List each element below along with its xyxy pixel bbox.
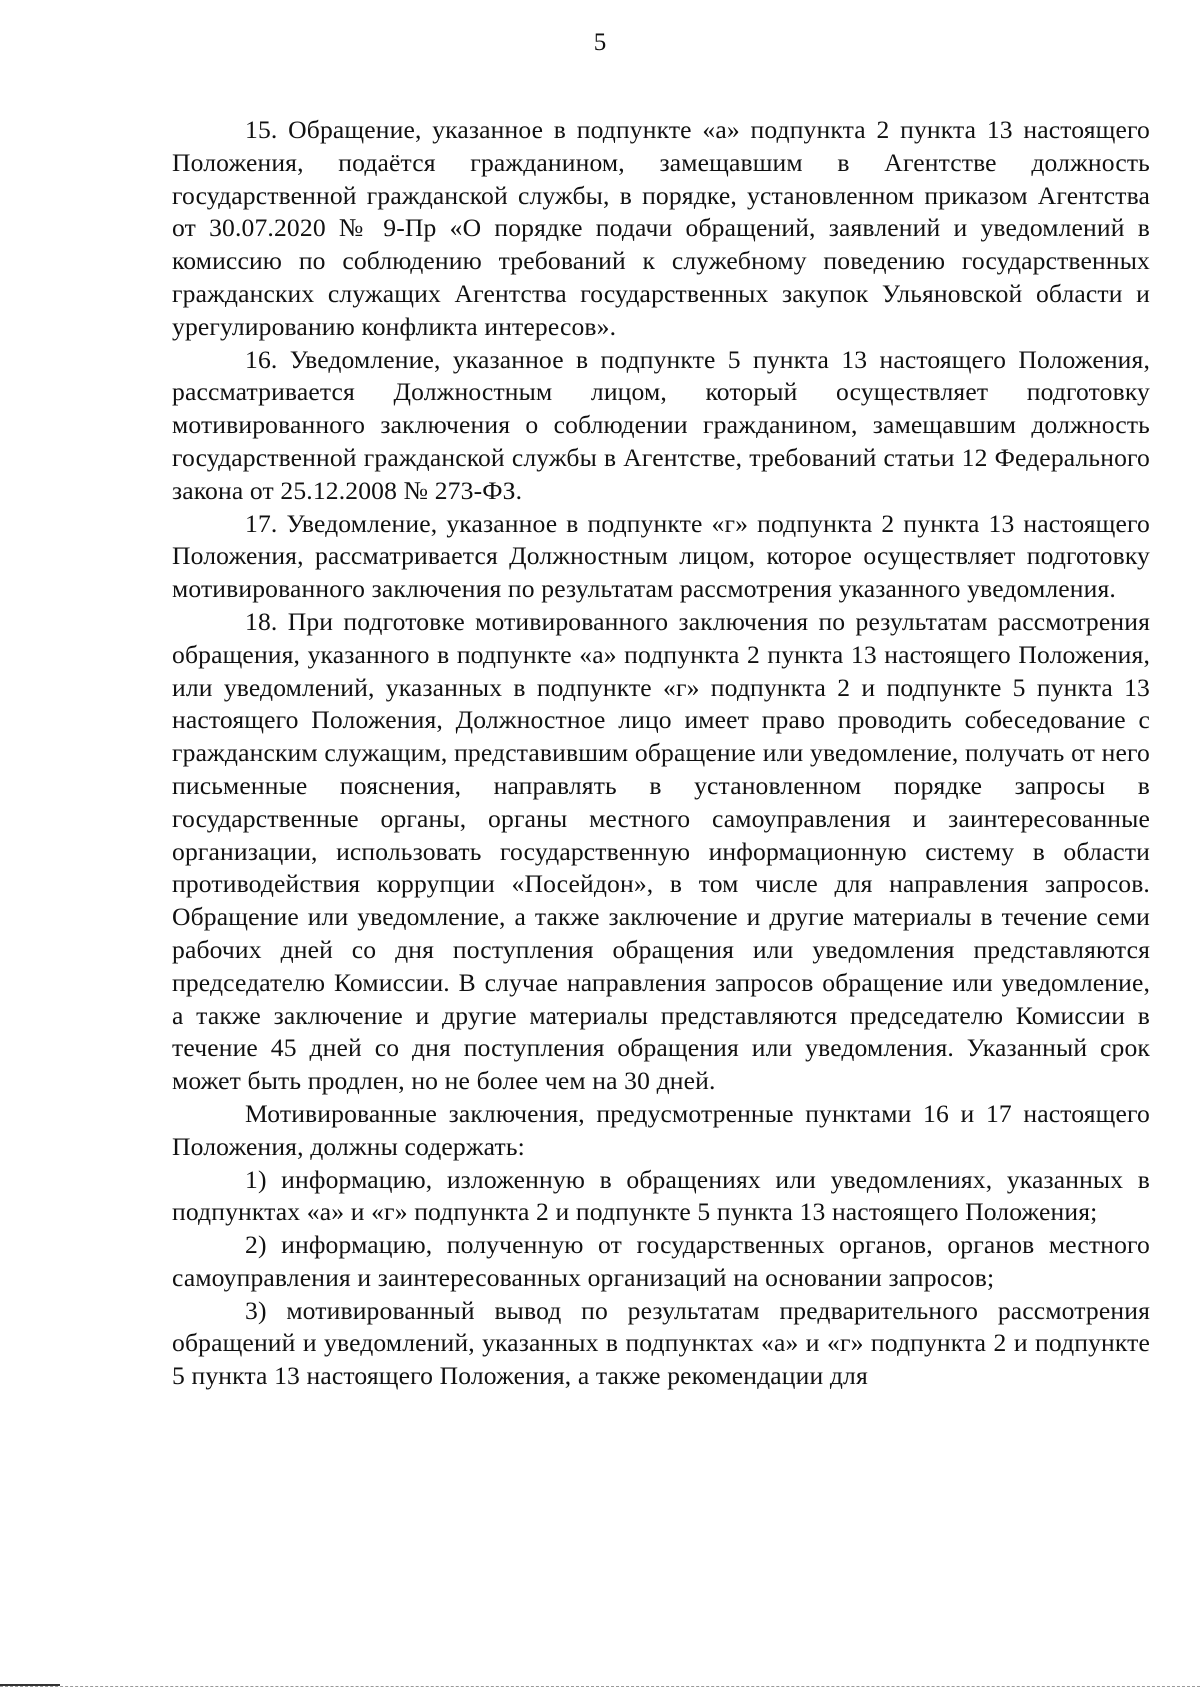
page-number: 5: [593, 29, 607, 56]
paragraph-15: 15. Обращение, указанное в подпункте «а» подпункта 2 пункта 13 настоящего Положения, подаётся гражданином, замещавшим в Агентстве должность государственной гражданской службы, в порядке, установленном приказом Агентства от 30.07.2020 № 9-Пр «О порядке подачи обращений, заявлений и уведомлений в комиссию по соблюдению требований к служебному поведению государственных гражданских служащих Агентства государственных закупок Ульяновской области и урегулированию конфликта интересов».: [172, 115, 1150, 341]
paragraph-16: 16. Уведомление, указанное в подпункте 5 пункта 13 настоящего Положения, рассматривается Должностным лицом, который осуществляет подготовку мотивированного заключения о соблюдении гражданином, замещавшим должность государственной гражданской службы в Агентстве, требований статьи 12 Федерального закона от 25.12.2008 № 273-ФЗ.: [172, 344, 1150, 505]
document-body: [172, 114, 1150, 1393]
paragraph-18: 18. При подготовке мотивированного заключения по результатам рассмотрения обращения, указанного в подпункте «а» подпункта 2 пункта 13 настоящего Положения, или уведомлений, указанных в подпункте «г» подпункта 2 и подпункте 5 пункта 13 настоящего Положения, Должностное лицо имеет право проводить собеседование с гражданским служащим, представившим обращение или уведомление, получать от него письменные пояснения, направлять в установленном порядке запросы в государственные органы, органы местного самоуправления и заинтересованные организации, использовать государственную информационную систему в области противодействия коррупции «Посейдон», в том числе для направления запросов. Обращение или уведомление, а также заключение и другие материалы в течение семи рабочих дней со дня поступления обращения или уведомления представляются председателю Комиссии. В случае направления запросов обращение или уведомление, а также заключение и другие материалы представляются председателю Комиссии в течение 45 дней со дня поступления обращения или уведомления. Указанный срок может быть продлен, но не более чем на 30 дней.: [172, 606, 1150, 1096]
scan-bottom-line: [0, 1686, 1200, 1687]
list-item-1: 1) информацию, изложенную в обращениях или уведомлениях, указанных в подпунктах «а» и «г» подпункта 2 и подпункте 5 пункта 13 настоящего Положения;: [172, 1164, 1150, 1227]
paragraph-conclusions-intro: Мотивированные заключения, предусмотренные пунктами 16 и 17 настоящего Положения, должны содержать:: [172, 1098, 1150, 1161]
list-item-3: 3) мотивированный вывод по результатам предварительного рассмотрения обращений и уведомлений, указанных в подпунктах «а» и «г» подпункта 2 и подпункте 5 пункта 13 настоящего Положения, а также рекомендации для: [172, 1295, 1150, 1391]
list-item-2: 2) информацию, полученную от государственных органов, органов местного самоуправления и заинтересованных организаций на основании запросов;: [172, 1230, 1150, 1292]
paragraph-17: 17. Уведомление, указанное в подпункте «г» подпункта 2 пункта 13 настоящего Положения, рассматривается Должностным лицом, которое осуществляет подготовку мотивированного заключения по результатам рассмотрения указанного уведомления.: [172, 508, 1150, 604]
